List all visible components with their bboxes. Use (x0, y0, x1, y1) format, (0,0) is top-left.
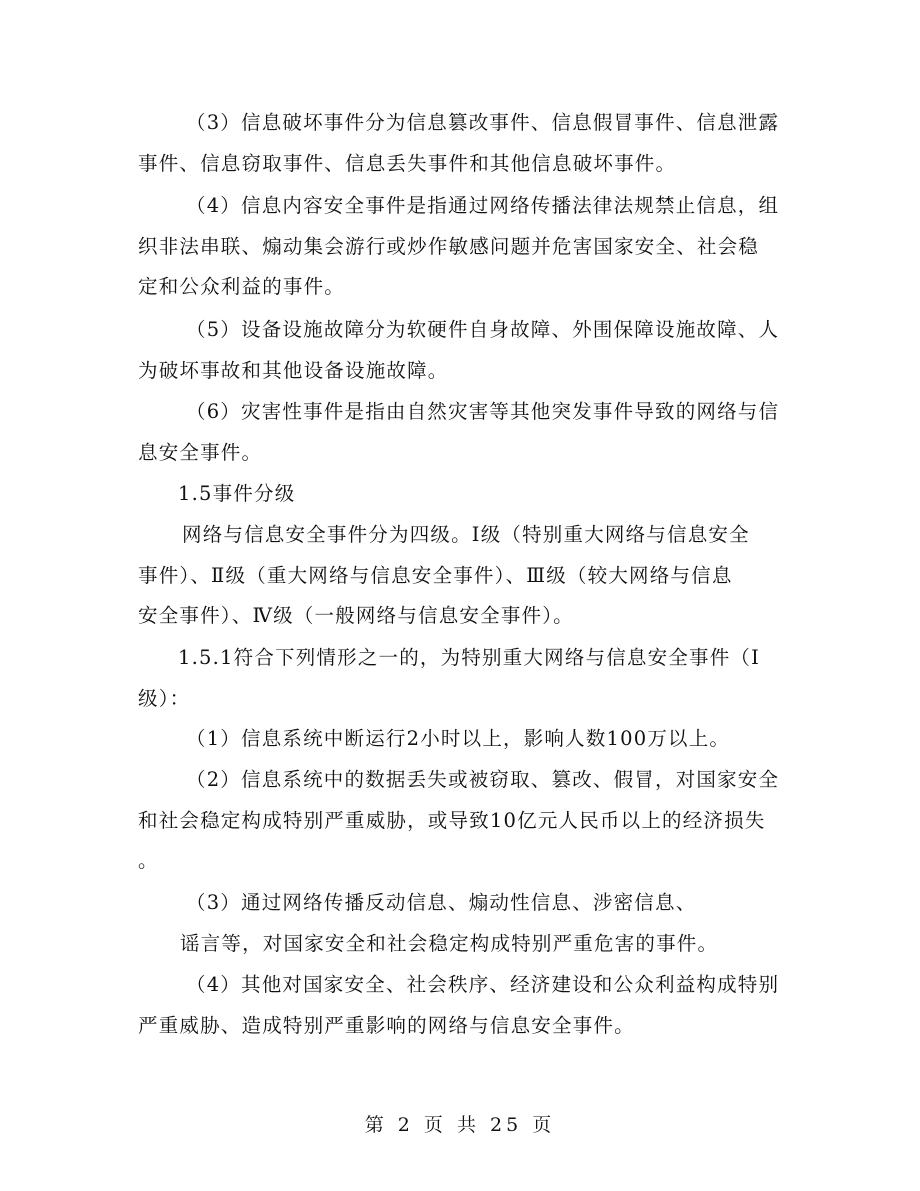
paragraph-four-levels (138, 515, 778, 637)
paragraph-content-security (138, 186, 778, 308)
text-line: 事件、信息窃取事件、信息丢失事件和其他信息破坏事件。 (138, 151, 677, 175)
paragraph-criterion-4 (138, 965, 778, 1046)
section-heading-event-grading (138, 474, 778, 515)
paragraph-disaster-event (138, 392, 778, 473)
text-line: 网络与信息安全事件分为四级。Ⅰ级（特别重大网络与信息安全 (182, 523, 750, 546)
text-line: 和社会稳定构成特别严重威胁，或导致10亿元人民币以上的经济损失 (138, 808, 766, 832)
paragraph-criterion-3 (138, 883, 778, 964)
text-line: 息安全事件。 (138, 440, 263, 464)
text-line: （4）信息内容安全事件是指通过网络传播法律法规禁止信息，组 (186, 194, 780, 217)
paragraph-info-destruction (138, 103, 778, 184)
paragraph-criterion-2 (138, 760, 778, 882)
text-line: 级）： (138, 686, 191, 710)
text-line: （1）信息系统中断运行2小时以上，影响人数100万以上。 (186, 727, 731, 750)
text-line: （2）信息系统中的数据丢失或被窃取、篡改、假冒，对国家安全 (186, 768, 780, 791)
paragraph-criterion-1 (138, 719, 778, 760)
text-line: 安全事件）、Ⅳ级（一般网络与信息安全事件）。 (138, 604, 574, 627)
text-line: （4）其他对国家安全、社会秩序、经济建设和公众利益构成特别 (186, 973, 780, 996)
text-line: 。 (138, 849, 159, 872)
page-number-footer: 第 2 页 共 25 页 (364, 1114, 556, 1136)
text-line: 定和公众利益的事件。 (138, 275, 346, 298)
text-line: 严重威胁、造成特别严重影响的网络与信息安全事件。 (138, 1013, 635, 1037)
text-line: （3）信息破坏事件分为信息篡改事件、信息假冒事件、信息泄露 (186, 111, 780, 134)
text-line: 1.5.1符合下列情形之一的，为特别重大网络与信息安全事件（Ⅰ (178, 646, 761, 669)
text-line: 织非法串联、煽动集会游行或炒作敏感问题并危害国家安全、社会稳 (138, 234, 760, 258)
paragraph-level-one-criteria (138, 638, 778, 719)
text-line: 为破坏事故和其他设备设施故障。 (138, 358, 449, 382)
heading-text: 1.5事件分级 (178, 482, 296, 505)
text-line: （3）通过网络传播反动信息、煽动性信息、涉密信息、 (186, 891, 697, 914)
text-line: 谣言等，对国家安全和社会稳定构成特别严重危害的事件。 (180, 931, 719, 955)
text-line: （5）设备设施故障分为软硬件自身故障、外围保障设施故障、人 (186, 318, 780, 341)
text-line: 事件）、Ⅱ级（重大网络与信息安全事件）、Ⅲ级（较大网络与信息 (138, 563, 733, 587)
text-line: （6）灾害性事件是指由自然灾害等其他突发事件导致的网络与信 (186, 400, 780, 423)
paragraph-equipment-failure (138, 310, 778, 391)
